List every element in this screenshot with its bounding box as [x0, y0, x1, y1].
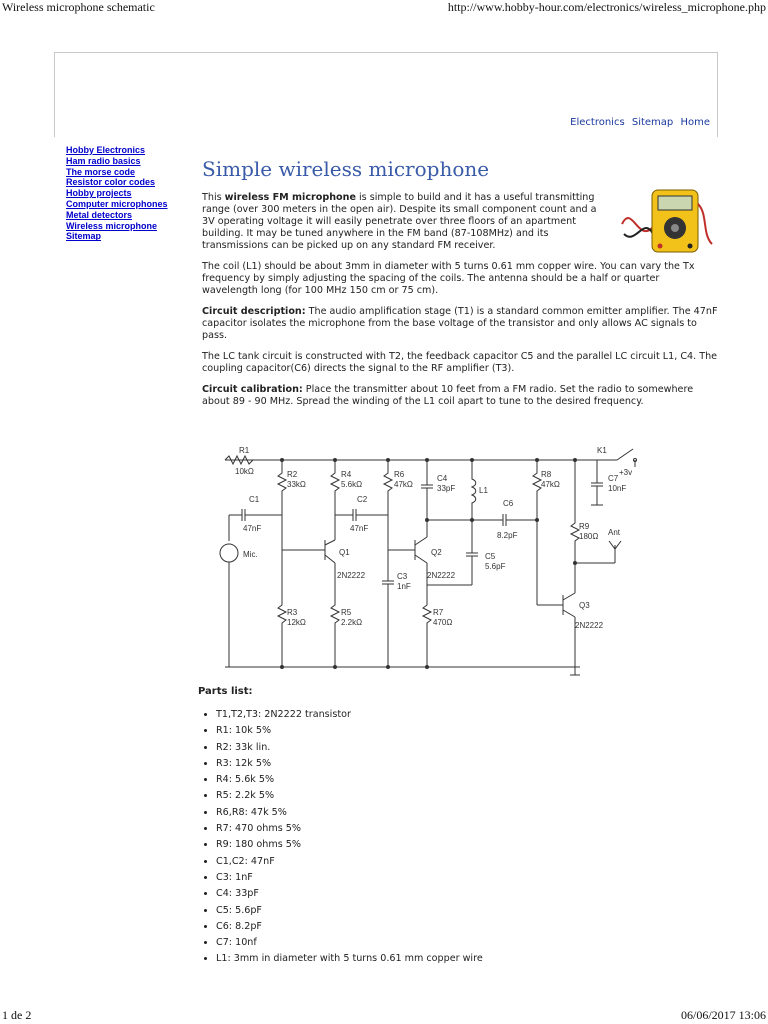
label-r1-value: 10kΩ [235, 467, 254, 476]
label-r2: R2 [287, 470, 298, 479]
label-c3-value: 1nF [397, 582, 411, 591]
list-item: • C4: 33pF [216, 886, 598, 902]
sidebar-link-resistor-codes[interactable]: Resistor color codes [66, 177, 156, 188]
sidebar-link-metal-detectors[interactable]: Metal detectors [66, 209, 133, 220]
sidebar-link-wireless-microphone[interactable]: Wireless microphone [66, 220, 157, 231]
list-item: • T1,T2,T3: 2N2222 transistor [216, 707, 598, 723]
label-r5: R5 [341, 608, 352, 617]
calibration-paragraph [202, 384, 718, 408]
label-mic: Mic. [243, 550, 258, 559]
label-c1-value: 47nF [243, 524, 262, 533]
tank-paragraph: The LC tank circuit is constructed with T2, the feedback capacitor C5 and the parallel LC circuit L1, C4. The coupling capacitor(C6) directs the signal to the RF amplifier (T3). [202, 351, 718, 374]
circuit-description-text: The audio amplification stage (T1) is a standard common emitter amplifier. The 47nF capacitor isolates the microphone from the base voltage of the transistor and only allows AC signals to pass. [202, 306, 718, 341]
intro-paragraph [202, 192, 612, 252]
label-c4-value: 33pF [437, 484, 456, 493]
sidebar-link-hobby-electronics[interactable]: Hobby Electronics [66, 145, 146, 155]
calibration-label: Circuit calibration: [202, 384, 303, 395]
label-k1: K1 [597, 446, 607, 455]
label-c1: C1 [249, 495, 260, 504]
label-c4: C4 [437, 474, 448, 483]
intro-text-pre: This [202, 192, 225, 203]
list-item: • R2: 33k lin. [216, 740, 598, 756]
article [202, 156, 718, 417]
label-c2: C2 [357, 495, 368, 504]
label-r8: R8 [541, 470, 552, 479]
label-c5: C5 [485, 552, 496, 561]
intro-bold: wireless FM microphone [224, 192, 356, 203]
label-r6-value: 47kΩ [394, 480, 413, 489]
list-item: • R4: 5.6k 5% [216, 772, 598, 788]
list-item: • R1: 10k 5% [216, 723, 598, 739]
calibration-text: Place the transmitter about 10 feet from a FM radio. Set the radio to somewhere about 89 - 90 MHz. Spread the winding of the L1 coil apart to tune to the desired frequency. [202, 384, 694, 407]
label-c7: C7 [608, 474, 619, 483]
label-q2-type: 2N2222 [427, 571, 456, 580]
print-header-url: http://www.hobby-hour.com/electronics/wireless_microphone.php [447, 0, 766, 14]
list-item: • C6: 8.2pF [216, 919, 598, 935]
label-c5-value: 5.6pF [485, 562, 506, 571]
sidebar-link-hobby-projects[interactable]: Hobby projects [66, 188, 132, 199]
label-c6-value: 8.2pF [497, 531, 518, 540]
list-item: • R7: 470 ohms 5% [216, 821, 598, 837]
intro-text-post: is simple to build and it has a useful transmitting range (over 300 meters in the open air). Despite its small component count and a 3V operating voltage it will easily penetrate over three floors of an apartment building. It may be tuned anywhere in the FM band (87-108MHz) and its transmissions can be picked up on any standard FM receiver. [202, 192, 597, 251]
circuit-description-label: Circuit description: [202, 306, 306, 317]
label-supply-voltage: +3v [619, 468, 633, 477]
label-r6: R6 [394, 470, 405, 479]
nav-sitemap-link[interactable]: Sitemap [631, 117, 674, 128]
label-r8-value: 47kΩ [541, 480, 560, 489]
label-c2-value: 47nF [350, 524, 369, 533]
sidebar-link-computer-microphones[interactable]: Computer microphones [66, 198, 168, 209]
label-r9-value: 180Ω [579, 532, 599, 541]
label-r7: R7 [433, 608, 444, 617]
label-c3: C3 [397, 572, 408, 581]
print-header-title: Wireless microphone schematic [2, 0, 155, 14]
label-r9: R9 [579, 522, 590, 531]
sidebar-link-ham-radio[interactable]: Ham radio basics [66, 155, 141, 166]
label-r2-value: 33kΩ [287, 480, 306, 489]
parts-heading: Parts list: [198, 686, 253, 697]
label-q3-type: 2N2222 [575, 621, 604, 630]
nav-home-link[interactable]: Home [680, 117, 710, 128]
label-r4: R4 [341, 470, 352, 479]
list-item: • C7: 10nf [216, 935, 598, 951]
sidebar-link-sitemap[interactable]: Sitemap [66, 231, 102, 242]
list-item: • R9: 180 ohms 5% [216, 837, 598, 853]
label-r7-value: 470Ω [433, 618, 453, 627]
sidebar-link-morse-code[interactable]: The morse code [66, 166, 136, 177]
label-q3: Q3 [579, 601, 590, 610]
print-header [0, 0, 768, 16]
label-r1: R1 [239, 446, 250, 455]
label-c6: C6 [503, 499, 514, 508]
parts-list [198, 686, 598, 968]
list-item: • C3: 1nF [216, 870, 598, 886]
page-counter: 1 de 2 [2, 1008, 32, 1022]
coil-paragraph: The coil (L1) should be about 3mm in diameter with 5 turns 0.61 mm copper wire. You can vary the Tx frequency by simply adjusting the spacing of the coils. The antenna should be a half or quarter wavelength long (for 100 MHz 150 cm or 75 cm). [202, 261, 695, 296]
sidebar [66, 145, 186, 242]
label-q1-type: 2N2222 [337, 571, 366, 580]
label-r3: R3 [287, 608, 298, 617]
print-timestamp: 06/06/2017 13:06 [680, 1008, 766, 1022]
list-item: • C1,C2: 47nF [216, 854, 598, 870]
page-title: Simple wireless microphone [202, 157, 490, 181]
label-antenna: Ant [608, 528, 621, 537]
nav-electronics-link[interactable]: Electronics [570, 117, 625, 128]
label-c7-value: 10nF [608, 484, 627, 493]
label-r3-value: 12kΩ [287, 618, 306, 627]
parts-items [198, 707, 598, 968]
label-q1: Q1 [339, 548, 350, 557]
print-footer [0, 1006, 768, 1024]
list-item: • C5: 5.6pF [216, 903, 598, 919]
label-r4-value: 5.6kΩ [341, 480, 363, 489]
label-l1: L1 [479, 486, 488, 495]
label-q2: Q2 [431, 548, 442, 557]
multimeter-illustration [618, 184, 714, 256]
top-nav [566, 117, 710, 128]
list-item: • R6,R8: 47k 5% [216, 805, 598, 821]
circuit-schematic [205, 445, 645, 680]
circuit-description-paragraph [202, 306, 718, 342]
list-item: • L1: 3mm in diameter with 5 turns 0.61 mm copper wire [216, 951, 598, 967]
list-item: • R5: 2.2k 5% [216, 788, 598, 804]
list-item: • R3: 12k 5% [216, 756, 598, 772]
label-r5-value: 2.2kΩ [341, 618, 363, 627]
